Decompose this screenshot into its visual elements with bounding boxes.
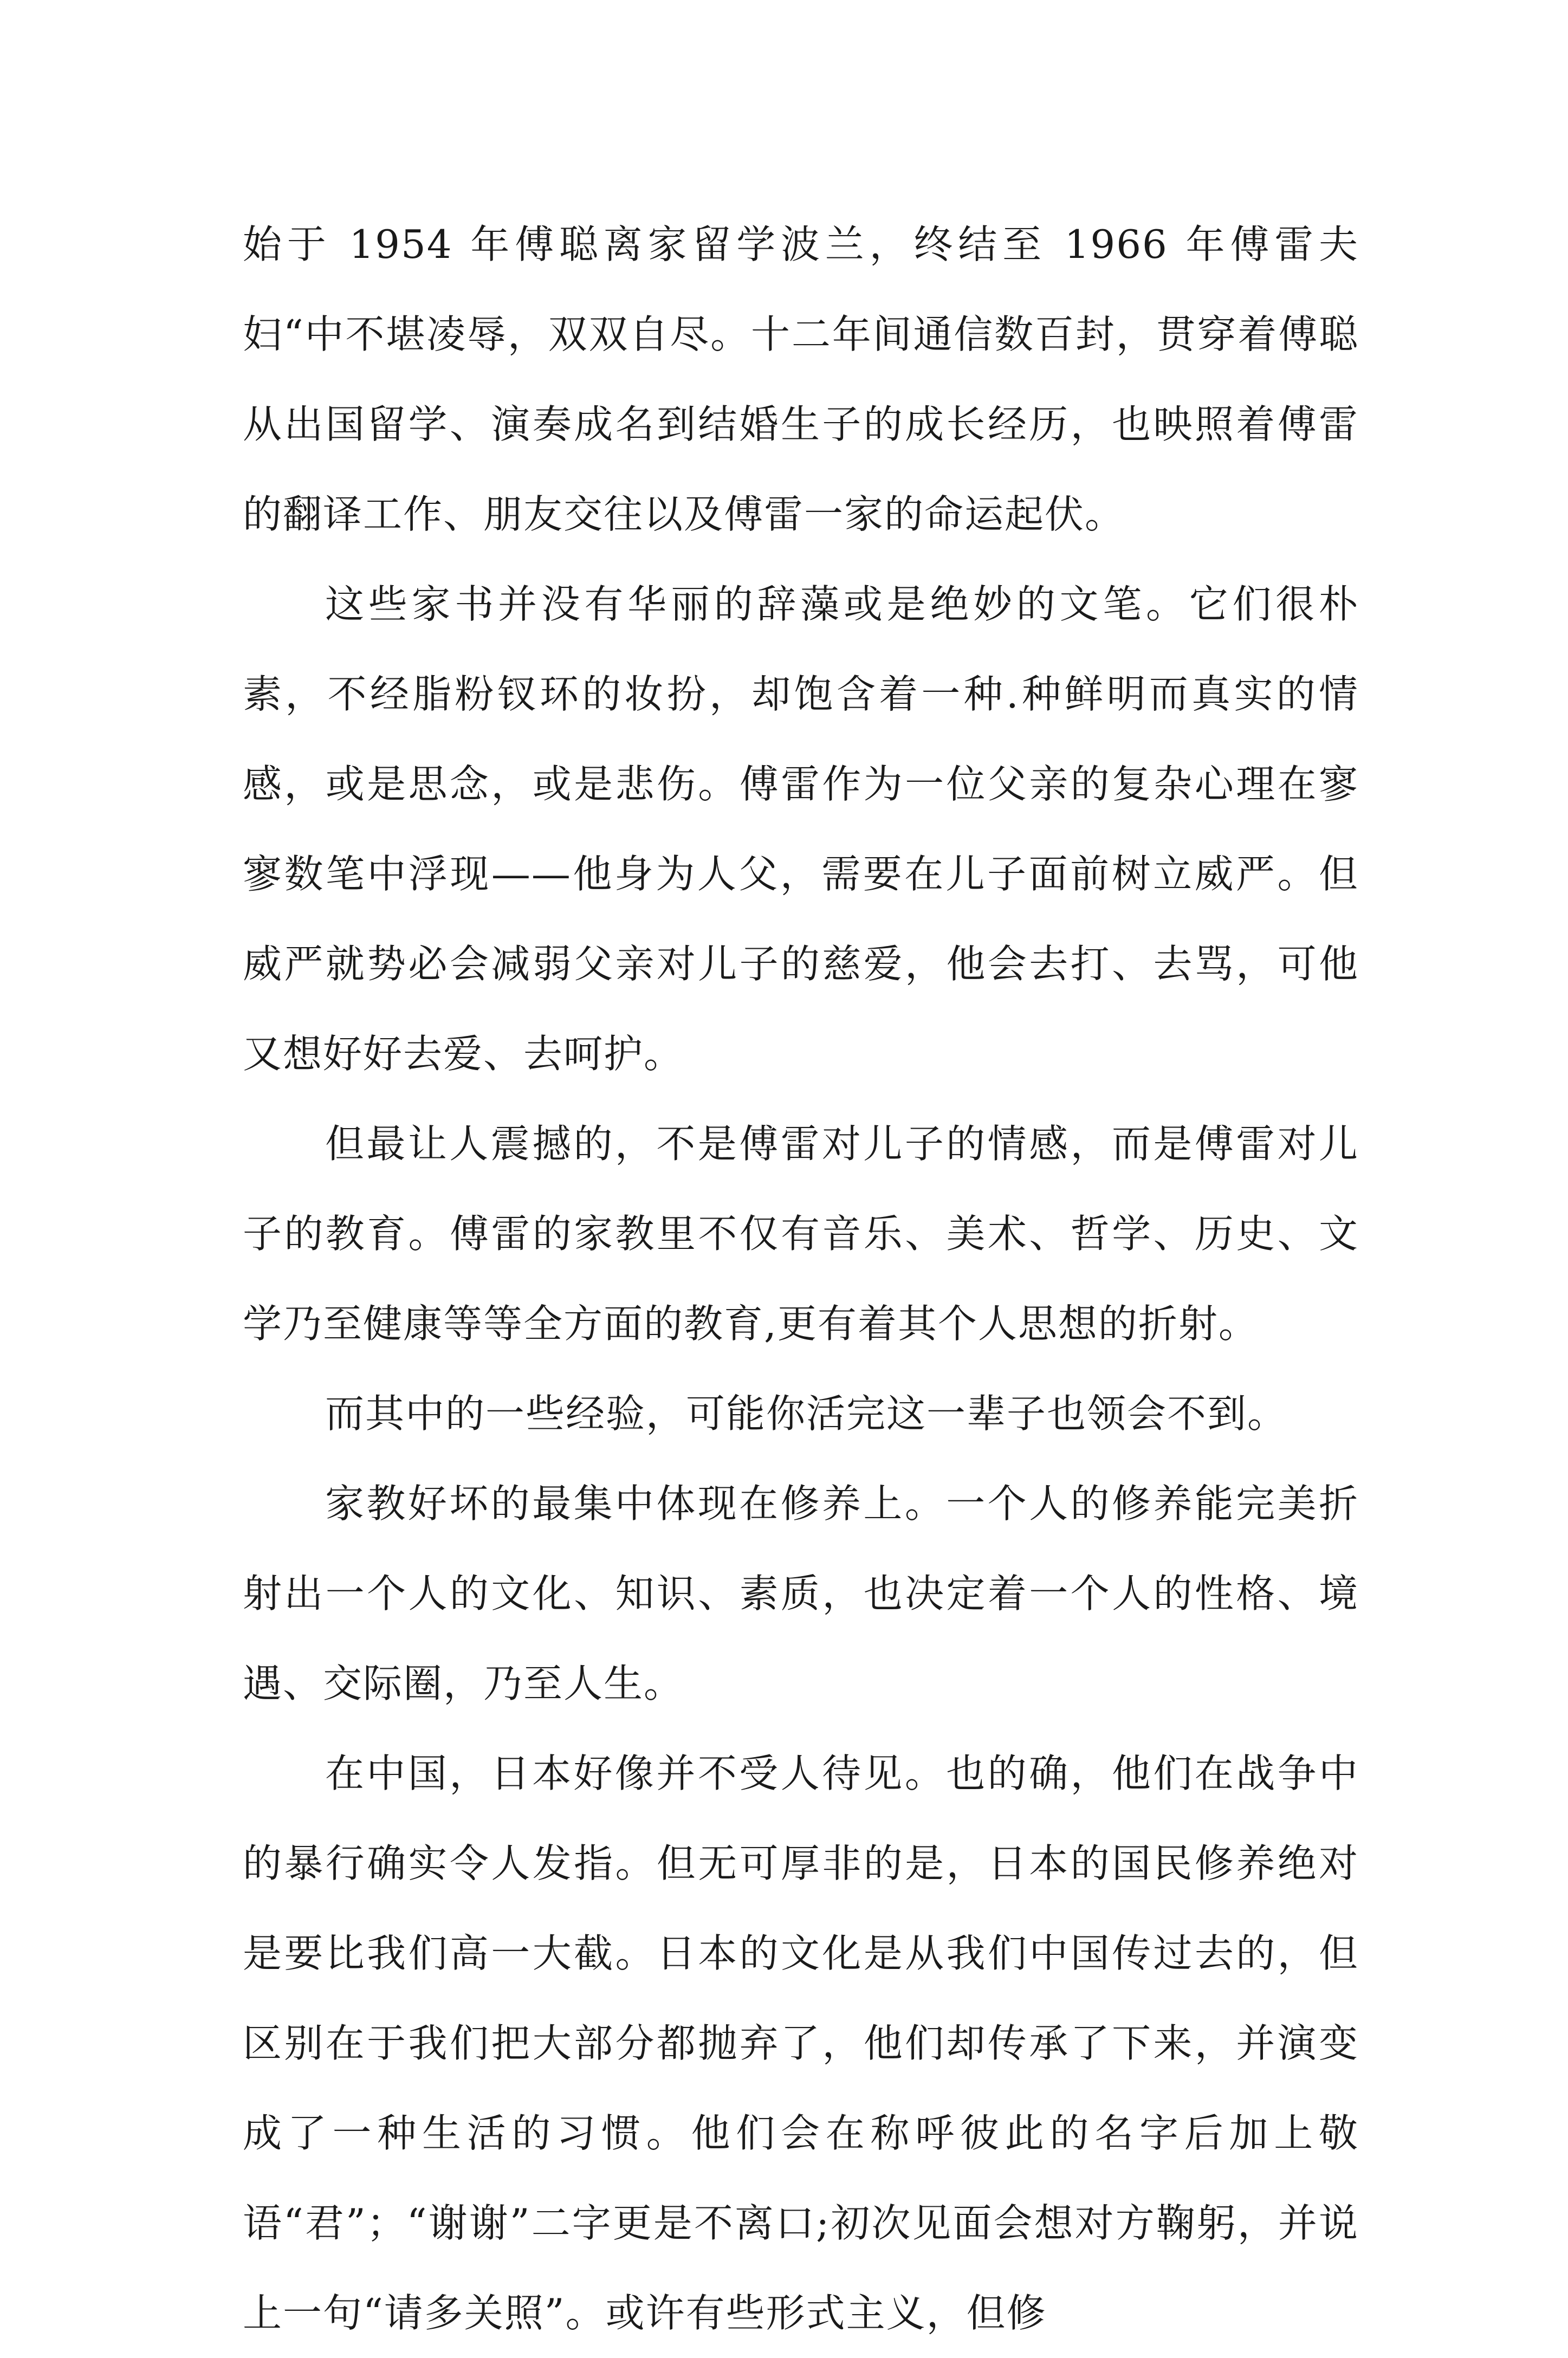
paragraph-6: 在中国，日本好像并不受人待见。也的确，他们在战争中的暴行确实令人发指。但无可厚非的是，日本的国民修养绝对是要比我们高一大截。日本的文化是从我们中国传过去的，但区别在于我们把大部分都抛弃了，他们却传承了下来，并演变成了一种生活的习惯。他们会在称呼彼此的名字后加上敬语“君”；“谢谢”二字更是不离口;初次见面会想对方鞠躬，并说上一句“请多关照”。或许有些形式主义，但修 <box>243 1751 1359 2336</box>
paragraph-4: 而其中的一些经验，可能你活完这一辈子也领会不到。 <box>325 1391 1288 1436</box>
paragraph-2: 这些家书并没有华丽的辞藻或是绝妙的文笔。它们很朴素，不经脂粉钗环的妆扮，却饱含着一种.种鲜明而真实的情感，或是思念，或是悲伤。傅雷作为一位父亲的复杂心理在寥寥数笔中浮现——他身为人父，需要在儿子面前树立威严。但威严就势必会减弱父亲对儿子的慈爱，他会去打、去骂，可他又想好好去爱、去呵护。 <box>243 581 1359 1077</box>
paragraph-1: 始于 1954 年傅聪离家留学波兰，终结至 1966 年傅雷夫妇“中不堪凌辱，双双自尽。十二年间通信数百封，贯穿着傅聪从出国留学、演奏成名到结婚生子的成长经历，也映照着傅雷的翻译工作、朋友交往以及傅雷一家的命运起伏。 <box>243 222 1359 537</box>
paragraph-3: 但最让人震撼的，不是傅雷对儿子的情感，而是傅雷对儿子的教育。傅雷的家教里不仅有音乐、美术、哲学、历史、文学乃至健康等等全方面的教育,更有着其个人思想的折射。 <box>243 1121 1359 1346</box>
paragraph-5: 家教好坏的最集中体现在修养上。一个人的修养能完美折射出一个人的文化、知识、素质，也决定着一个人的性格、境遇、交际圈，乃至人生。 <box>243 1481 1359 1706</box>
document-body <box>243 199 1359 2358</box>
